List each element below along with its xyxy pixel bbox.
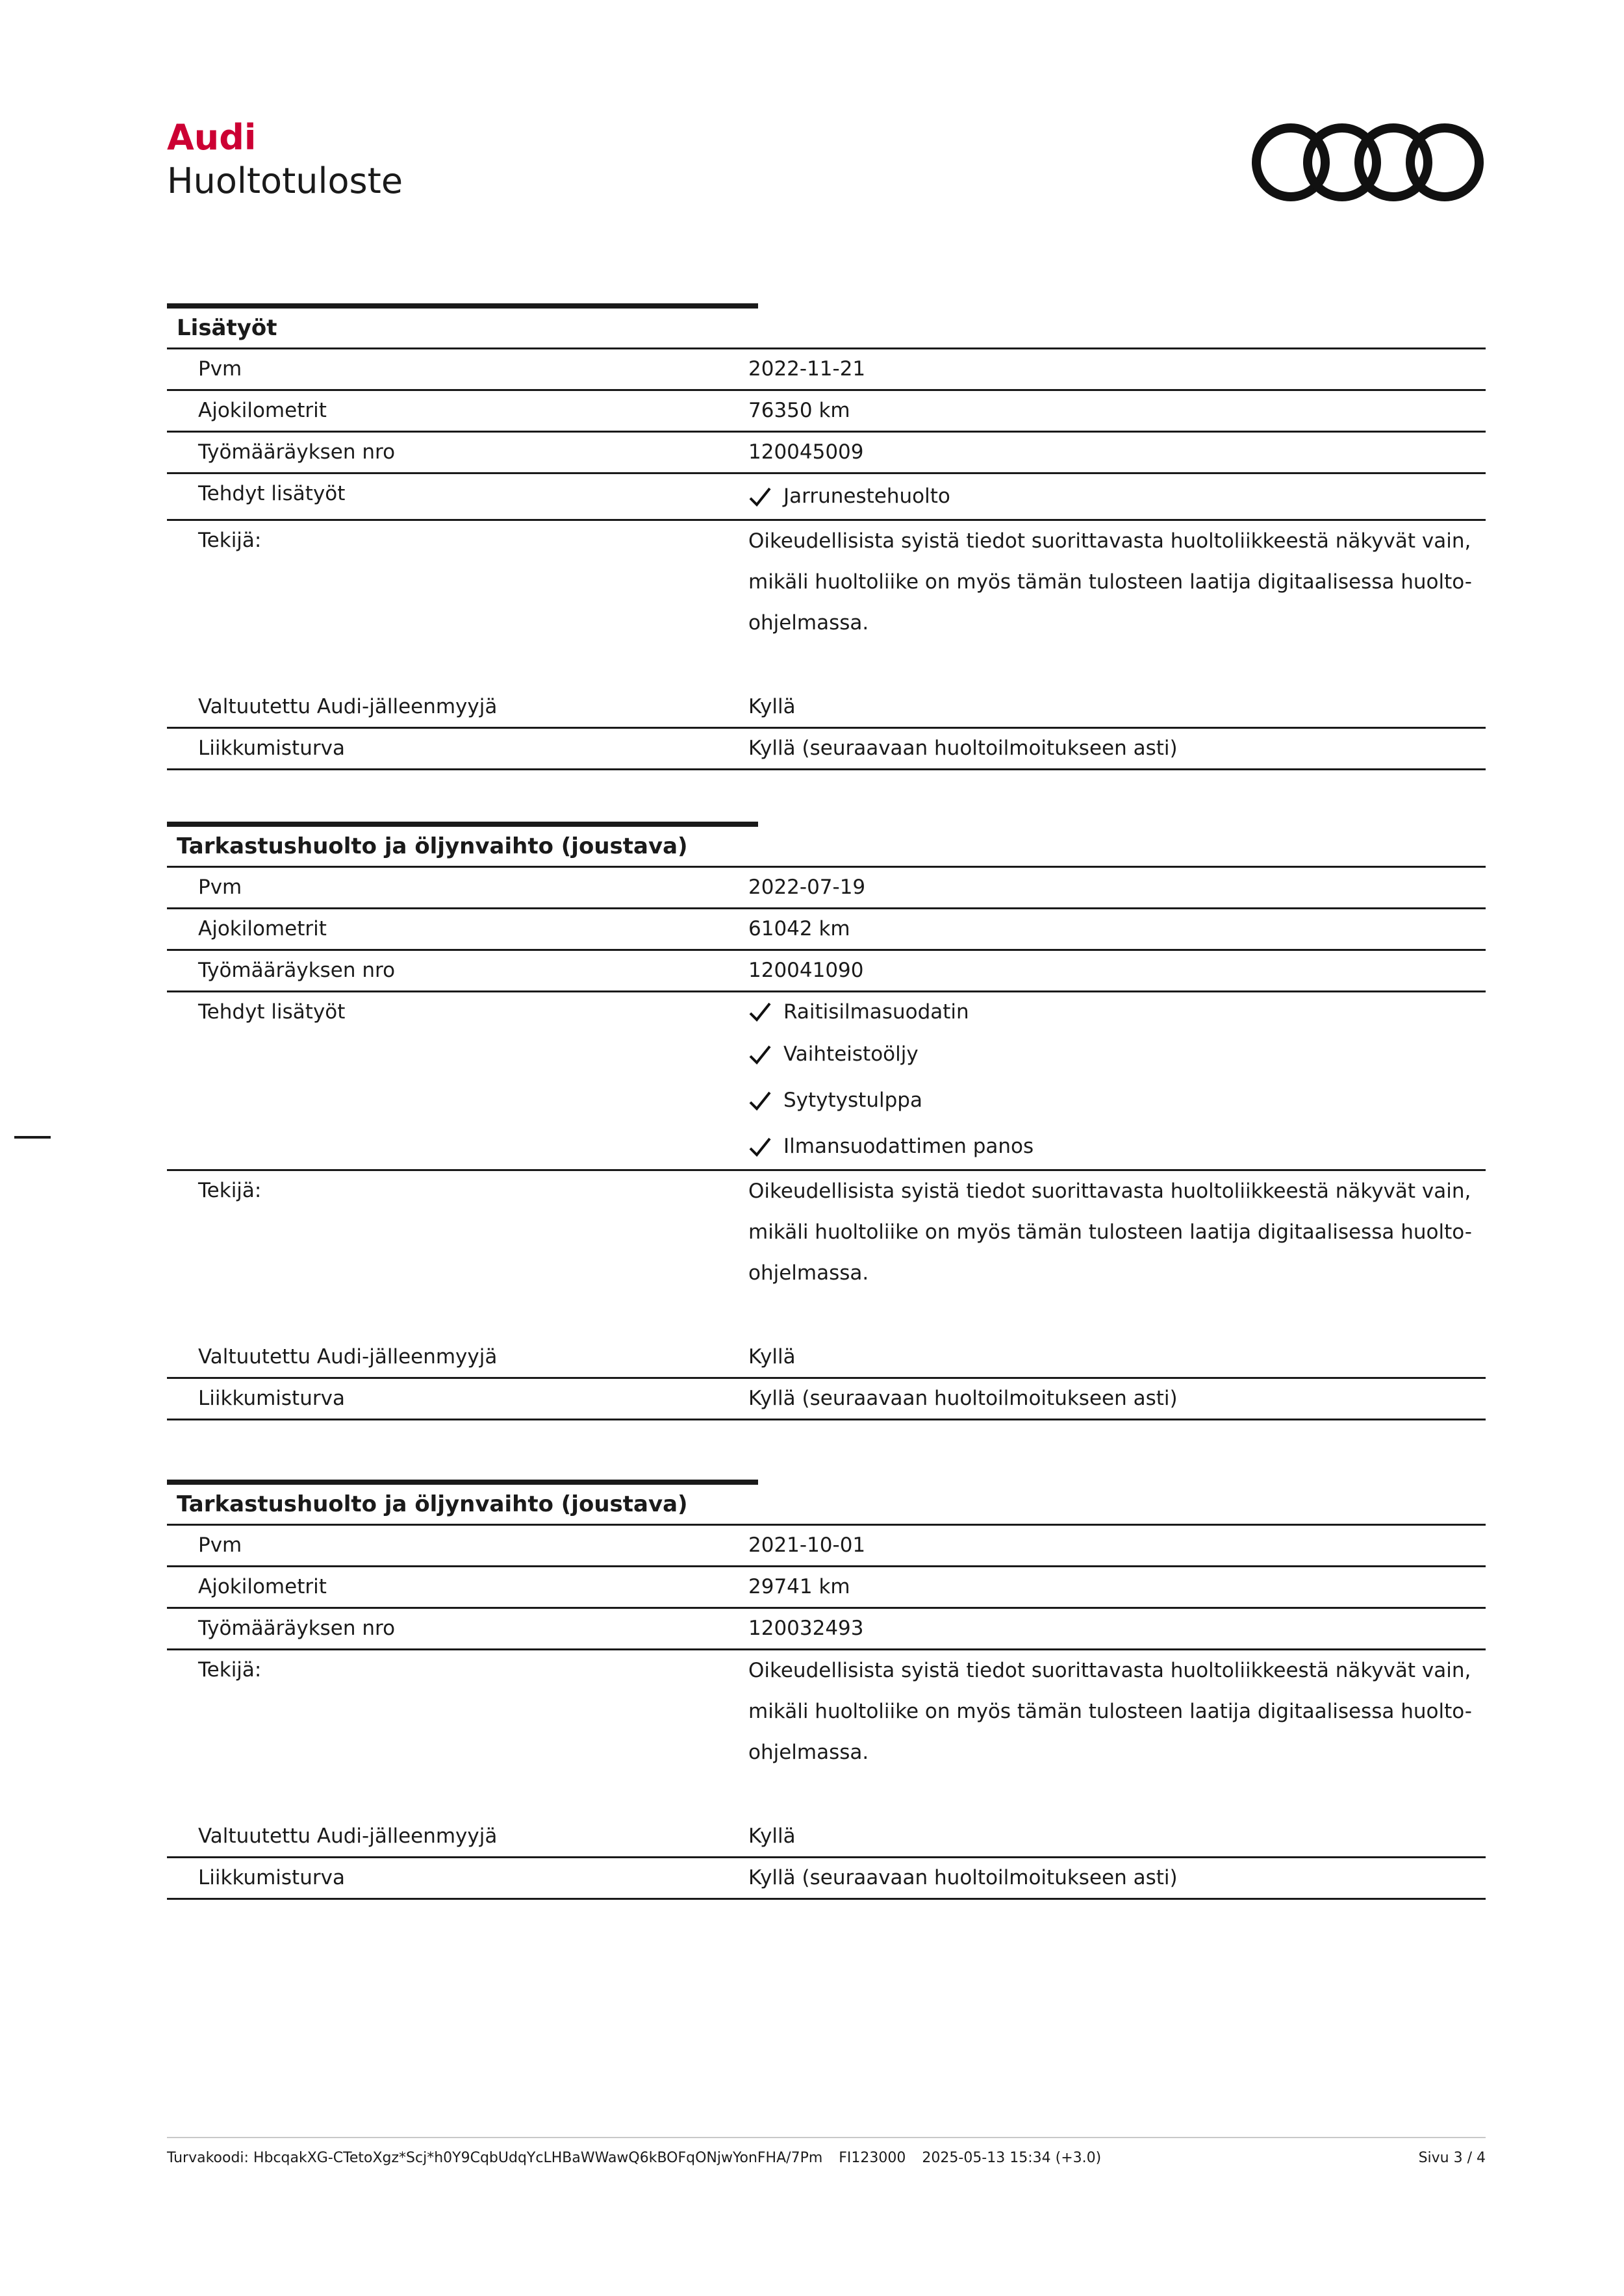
- mileage-value: 61042 km: [748, 917, 850, 940]
- mileage-row: [167, 389, 1486, 431]
- performer-row: [167, 1169, 1486, 1337]
- row-label: Työmääräyksen nro: [198, 1617, 396, 1640]
- authorized-dealer-value: Kyllä: [748, 695, 796, 718]
- row-label: Tekijä:: [198, 1179, 262, 1202]
- row-label: Valtuutettu Audi-jälleenmyyjä: [198, 695, 498, 718]
- mobility-value: Kyllä (seuraavaan huoltoilmoitukseen asti): [748, 737, 1178, 760]
- work-order-row: [167, 949, 1486, 990]
- mobility-row: [167, 1856, 1486, 1900]
- mobility-value: Kyllä (seuraavaan huoltoilmoitukseen asti): [748, 1866, 1178, 1889]
- date-value: 2022-07-19: [748, 876, 866, 899]
- extra-work-label: Sytytystulppa: [783, 1089, 922, 1112]
- authorized-dealer-value: Kyllä: [748, 1824, 796, 1848]
- mileage-value: 76350 km: [748, 399, 850, 422]
- row-label: Työmääräyksen nro: [198, 440, 396, 464]
- security-code: Turvakoodi: HbcqakXG-CTetoXgz*Scj*h0Y9CqbUdqYcLHBaWWawQ6kBOFqONjwYonFHA/7Pm: [167, 2150, 823, 2166]
- row-label: Tekijä:: [198, 1658, 262, 1682]
- section-title: Tarkastushuolto ja öljynvaihto (joustava): [167, 822, 758, 866]
- performer-row: [167, 1648, 1486, 1817]
- extra-work-label: Jarrunestehuolto: [783, 485, 950, 508]
- extra-work-label: Ilmansuodattimen panos: [783, 1135, 1034, 1158]
- footer-info: [167, 2149, 1113, 2168]
- authorized-dealer-row: [167, 1337, 1486, 1377]
- performer-row: [167, 519, 1486, 687]
- service-section: [167, 822, 1486, 1420]
- mileage-value: 29741 km: [748, 1575, 850, 1598]
- row-label: Pvm: [198, 1533, 242, 1557]
- extra-work-row: [167, 990, 1486, 1169]
- row-label: Ajokilometrit: [198, 1575, 327, 1598]
- work-order-value: 120032493: [748, 1617, 864, 1640]
- brand-name: Audi: [167, 117, 257, 158]
- row-label: Liikkumisturva: [198, 1387, 345, 1410]
- extra-work-item: [748, 1078, 1486, 1124]
- work-order-row: [167, 1607, 1486, 1648]
- row-label: Valtuutettu Audi-jälleenmyyjä: [198, 1824, 498, 1848]
- row-label: Tehdyt lisätyöt: [198, 1000, 346, 1024]
- extra-work-item: [748, 474, 1486, 519]
- mileage-row: [167, 1565, 1486, 1607]
- performer-note: Oikeudellisista syistä tiedot suorittavasta huoltoliikkeestä näkyvät vain, mikäli huoltoliike on myös tämän tulosteen laatija digitaalisessa huolto-ohjelmassa.: [748, 1659, 1472, 1764]
- authorized-dealer-row: [167, 1817, 1486, 1856]
- section-title: Tarkastushuolto ja öljynvaihto (joustava): [167, 1480, 758, 1524]
- service-section: [167, 303, 1486, 770]
- row-label: Ajokilometrit: [198, 917, 327, 940]
- print-timestamp: 2025-05-13 15:34 (+3.0): [922, 2150, 1102, 2166]
- date-row: [167, 1524, 1486, 1565]
- page-margin-mark: [14, 1136, 51, 1139]
- work-order-value: 120045009: [748, 440, 864, 464]
- row-label: Tekijä:: [198, 529, 262, 552]
- mobility-value: Kyllä (seuraavaan huoltoilmoitukseen asti): [748, 1387, 1178, 1410]
- date-value: 2022-11-21: [748, 357, 866, 381]
- authorized-dealer-row: [167, 687, 1486, 727]
- document-header: [167, 117, 752, 203]
- extra-work-row: [167, 472, 1486, 519]
- row-label: Liikkumisturva: [198, 1866, 345, 1889]
- date-value: 2021-10-01: [748, 1533, 866, 1557]
- row-label: Liikkumisturva: [198, 737, 345, 760]
- row-label: Työmääräyksen nro: [198, 959, 396, 982]
- extra-work-item: [748, 992, 1486, 1031]
- performer-note: Oikeudellisista syistä tiedot suorittavasta huoltoliikkeestä näkyvät vain, mikäli huoltoliike on myös tämän tulosteen laatija digitaalisessa huolto-ohjelmassa.: [748, 529, 1472, 635]
- service-section: [167, 1480, 1486, 1900]
- mobility-row: [167, 727, 1486, 770]
- page-number: Sivu 3 / 4: [1418, 2150, 1486, 2166]
- row-label: Ajokilometrit: [198, 399, 327, 422]
- document-title: Huoltotuloste: [167, 160, 403, 201]
- row-label: Tehdyt lisätyöt: [198, 482, 346, 505]
- work-order-value: 120041090: [748, 959, 864, 982]
- checkmark-icon: [748, 1002, 772, 1022]
- section-title: Lisätyöt: [167, 303, 758, 347]
- performer-note: Oikeudellisista syistä tiedot suorittavasta huoltoliikkeestä näkyvät vain, mikäli huoltoliike on myös tämän tulosteen laatija digitaalisessa huolto-ohjelmassa.: [748, 1180, 1472, 1285]
- page-footer: [167, 2137, 1486, 2168]
- work-order-row: [167, 431, 1486, 472]
- checkmark-icon: [748, 486, 772, 507]
- date-row: [167, 347, 1486, 389]
- checkmark-icon: [748, 1044, 772, 1065]
- checkmark-icon: [748, 1091, 772, 1111]
- extra-work-label: Vaihteistoöljy: [783, 1042, 919, 1066]
- audi-rings-logo: [1250, 117, 1486, 208]
- mileage-row: [167, 907, 1486, 949]
- authorized-dealer-value: Kyllä: [748, 1345, 796, 1369]
- extra-work-item: [748, 1031, 1486, 1078]
- extra-work-list: [748, 474, 1486, 519]
- mobility-row: [167, 1377, 1486, 1420]
- date-row: [167, 866, 1486, 907]
- checkmark-icon: [748, 1137, 772, 1157]
- row-label: Valtuutettu Audi-jälleenmyyjä: [198, 1345, 498, 1369]
- dealer-id: FI123000: [839, 2150, 906, 2166]
- row-label: Pvm: [198, 357, 242, 381]
- extra-work-list: [748, 992, 1486, 1169]
- extra-work-item: [748, 1124, 1486, 1170]
- row-label: Pvm: [198, 876, 242, 899]
- extra-work-label: Raitisilmasuodatin: [783, 1000, 969, 1024]
